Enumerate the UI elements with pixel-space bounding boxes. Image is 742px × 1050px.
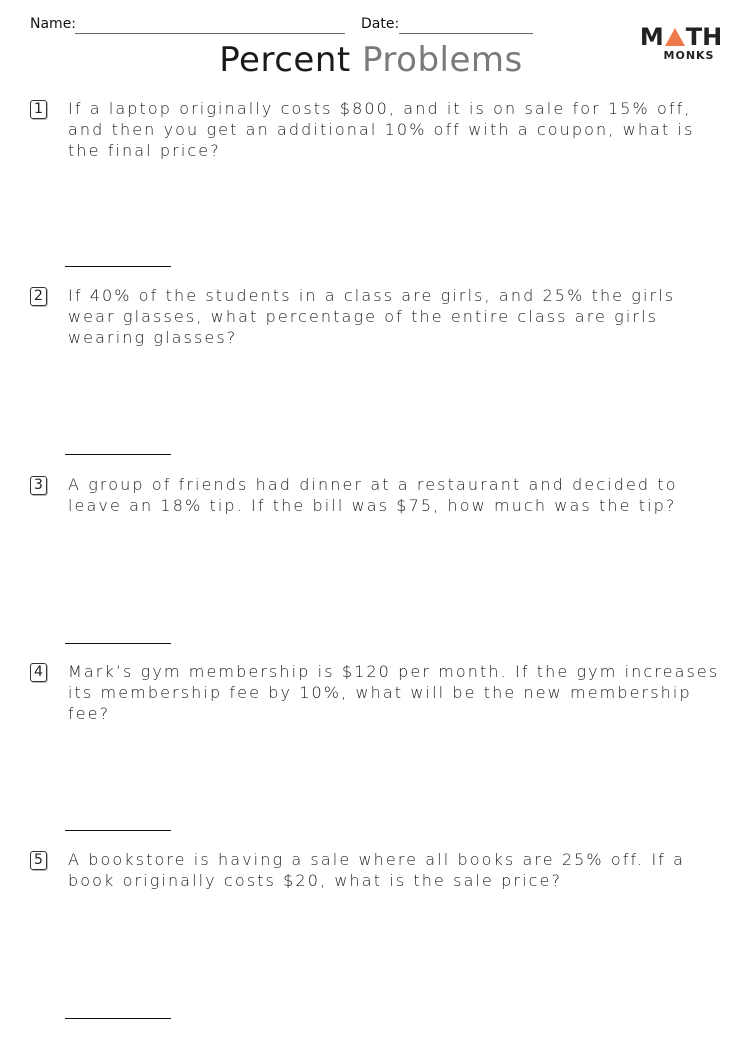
answer-line-4[interactable] bbox=[65, 830, 171, 831]
answer-line-2[interactable] bbox=[65, 454, 171, 455]
page-title bbox=[0, 40, 742, 80]
problem-number-box: 4 bbox=[30, 663, 47, 682]
answer-line-1[interactable] bbox=[65, 266, 171, 267]
answer-line-3[interactable] bbox=[65, 643, 171, 644]
name-input-line[interactable] bbox=[75, 33, 345, 34]
problem-number-box: 5 bbox=[30, 851, 47, 870]
date-input-line[interactable] bbox=[399, 33, 533, 34]
problem-text: Mark’s gym membership is $120 per month. If the gym increases its membership fee by 10%, what will be the new membership fee? bbox=[68, 662, 720, 723]
problem-text: If a laptop originally costs $800, and it is on sale for 15% off, and then you get an additional 10% off with a coupon, what is the final price? bbox=[68, 99, 695, 160]
problem-text: If 40% of the students in a class are girls, and 25% the girls wear glasses, what percentage of the entire class are girls wearing glasses? bbox=[68, 286, 676, 347]
date-label: Date: bbox=[361, 16, 400, 32]
problem-number-box: 3 bbox=[30, 476, 47, 495]
logo-letters-th: TH bbox=[685, 23, 723, 51]
problem-text: A bookstore is having a sale where all books are 25% off. If a book originally costs $20, what is the sale price? bbox=[68, 850, 686, 890]
logo-letter-m: M bbox=[639, 23, 664, 51]
problem-number-box: 1 bbox=[30, 100, 47, 119]
math-monks-logo bbox=[641, 24, 721, 62]
title-problems: Problems bbox=[362, 40, 523, 80]
problem-text: A group of friends had dinner at a restaurant and decided to leave an 18% tip. If the bill was $75, how much was the tip? bbox=[68, 475, 678, 515]
answer-line-5[interactable] bbox=[65, 1018, 171, 1019]
triangle-icon bbox=[665, 28, 685, 46]
name-label: Name: bbox=[30, 16, 77, 32]
problem-number-box: 2 bbox=[30, 287, 47, 306]
title-percent: Percent bbox=[219, 40, 351, 80]
logo-subtitle: MONKS bbox=[663, 49, 715, 62]
